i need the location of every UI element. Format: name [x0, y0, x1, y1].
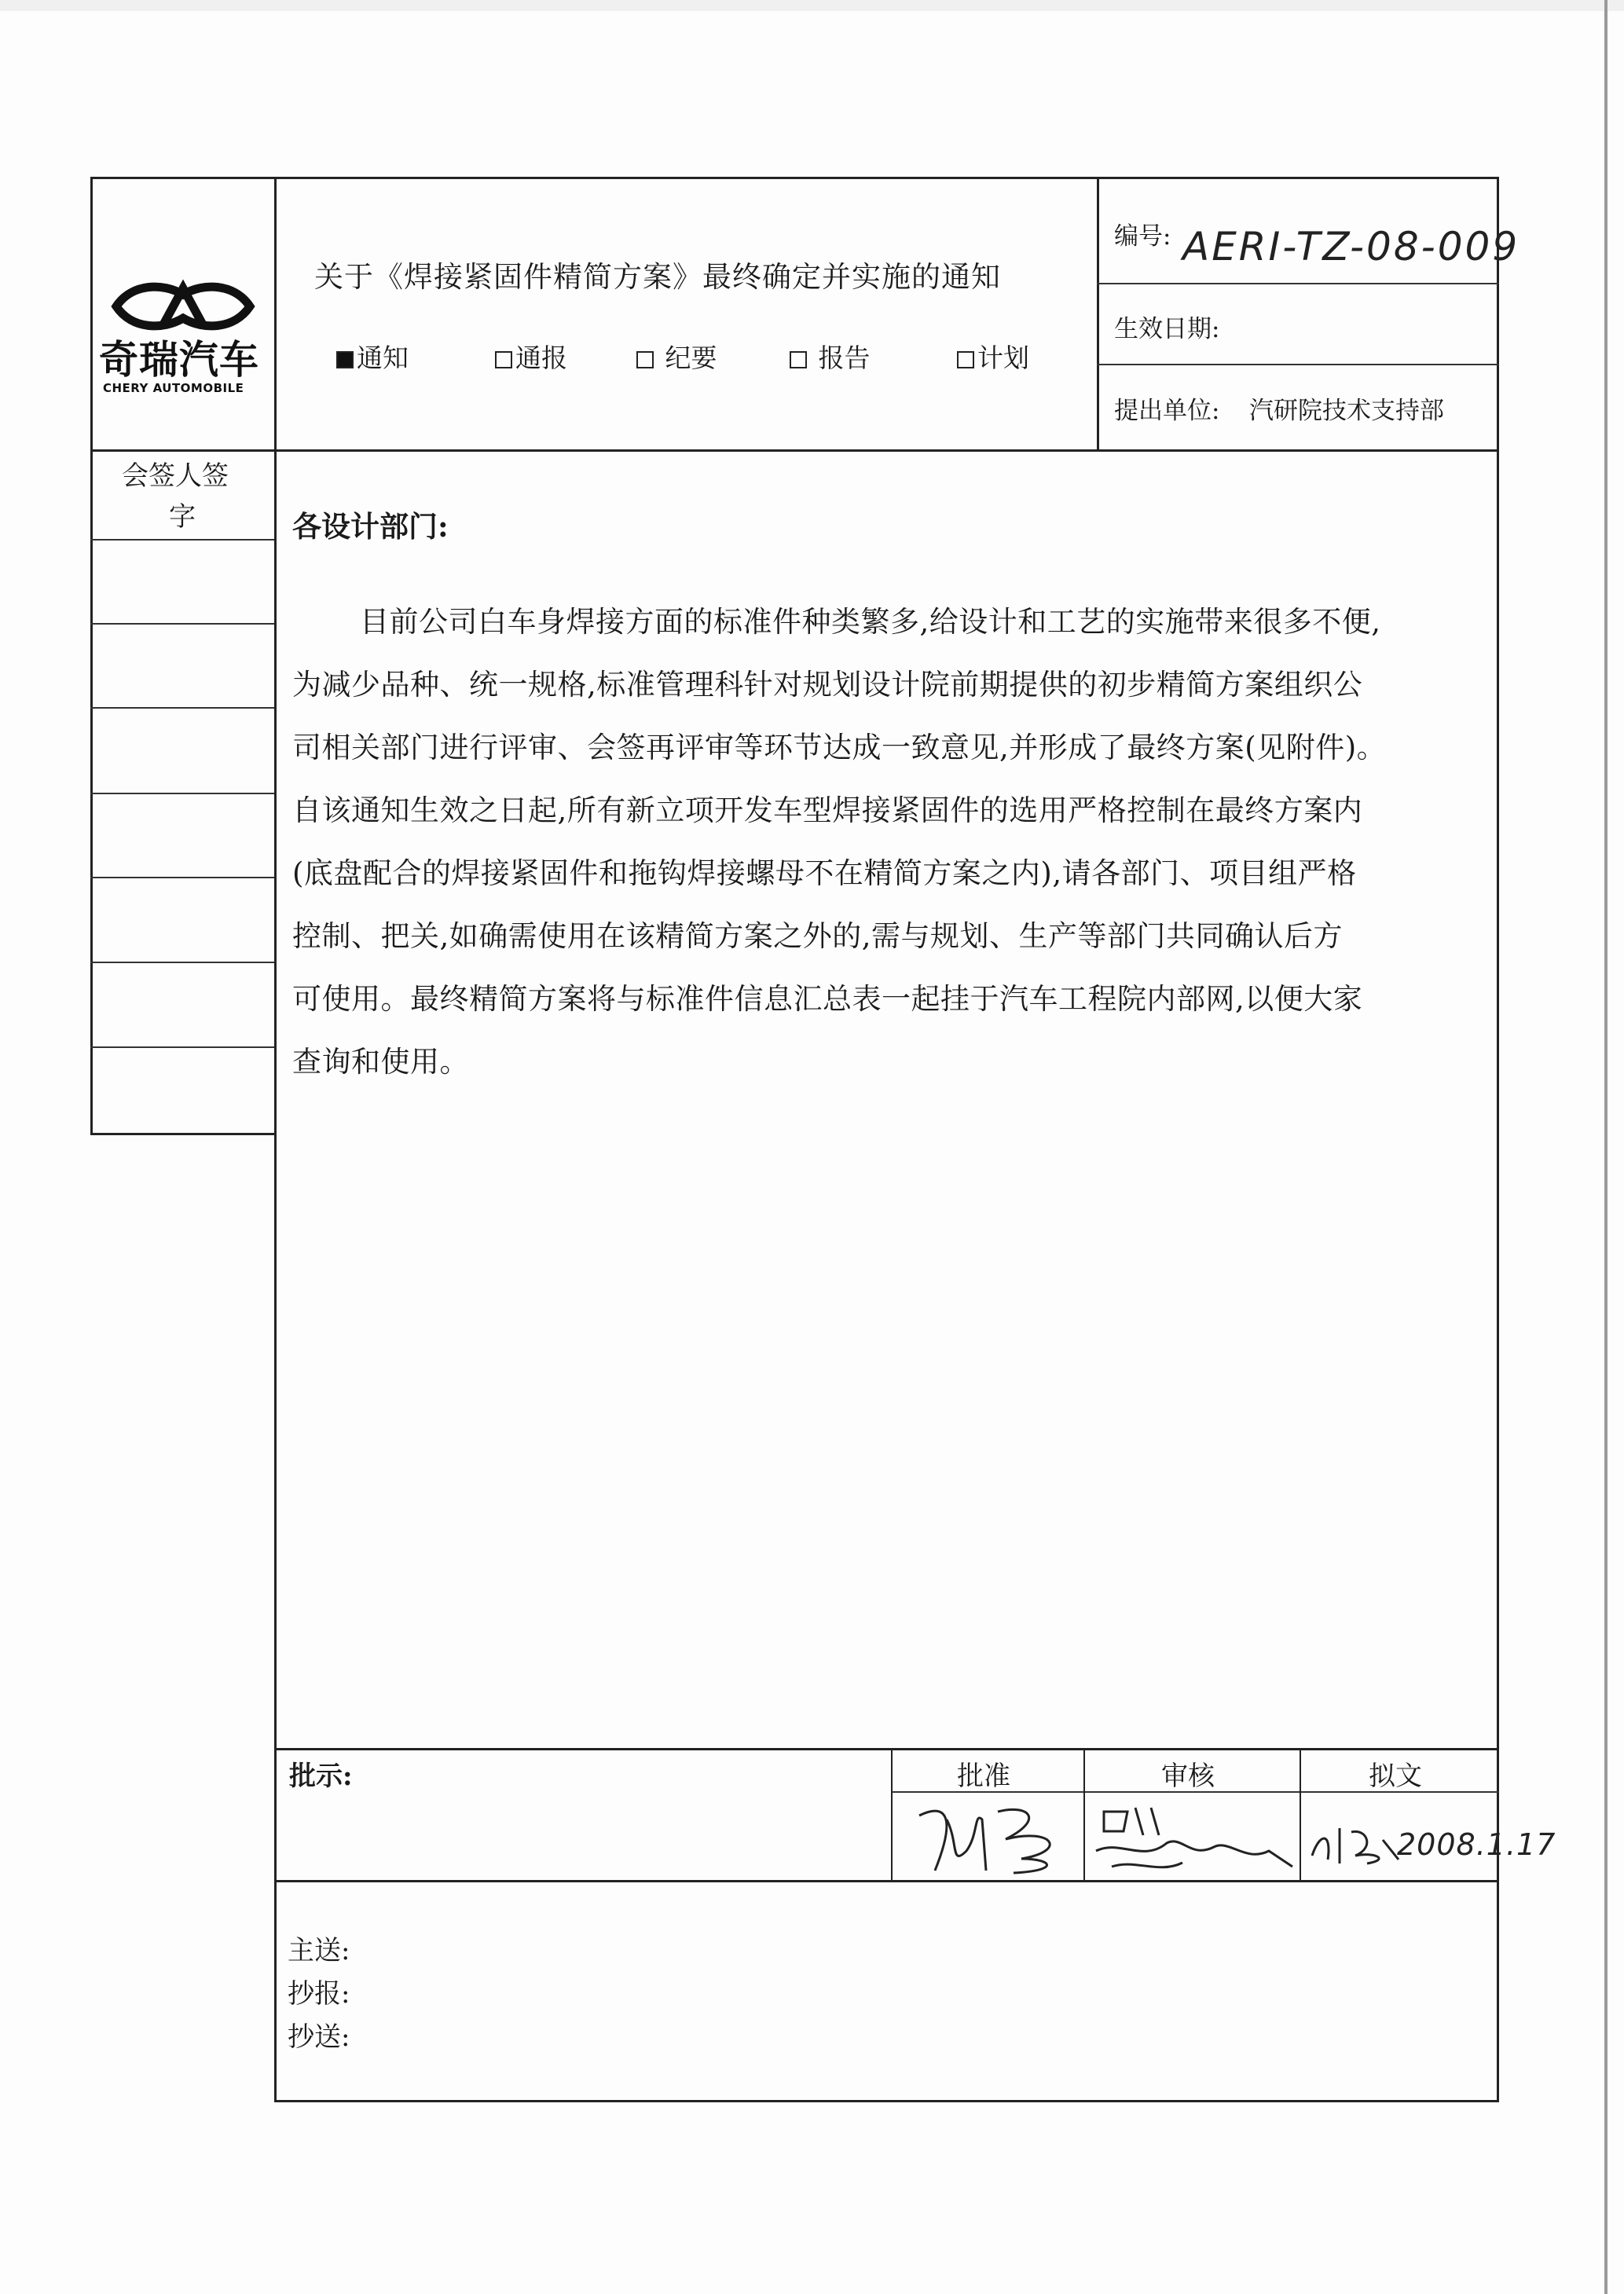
chery-logo-emblem [101, 279, 266, 334]
header-divider-meta [1097, 177, 1099, 452]
checkbox-icon [636, 351, 654, 368]
logo-brand-cn: 奇瑞汽车 [99, 337, 259, 383]
review-label: 审核 [1161, 1761, 1215, 1792]
dept-label: 提出单位: [1114, 397, 1220, 425]
body-left-border [274, 452, 277, 2102]
content-line: 自该通知生效之日起,所有新立项开发车型焊接紧固件的选用严格控制在最终方案内 [292, 793, 1363, 827]
dept-value: 汽研院技术支持部 [1249, 397, 1444, 425]
checkbox-icon [790, 351, 807, 368]
draft-label: 拟文 [1369, 1761, 1422, 1792]
remarks-label: 批示: [289, 1761, 353, 1792]
option-notice: 通知 [336, 338, 409, 375]
content-line: 为减少品种、统一规格,标准管理科针对规划设计院前期提供的初步精简方案组织公 [292, 668, 1363, 702]
countersign-label-line1: 会签人签 [122, 460, 229, 492]
number-value-handwritten: AERI-TZ-08-009 [1182, 224, 1520, 269]
content-line: 控制、把关,如确需使用在该精简方案之外的,需与规划、生产等部门共同确认后方 [292, 919, 1344, 953]
countersign-row-line [90, 539, 277, 541]
salutation: 各设计部门: [292, 509, 449, 544]
checkbox-checked-icon [336, 351, 354, 368]
notice-title: 关于《焊接紧固件精简方案》最终确定并实施的通知 [314, 260, 1001, 294]
scan-right-edge [1604, 0, 1608, 2294]
countersign-row-line [90, 1046, 277, 1048]
header-divider-logo [274, 177, 277, 452]
approver-signature [911, 1796, 1076, 1878]
cc-label: 抄送: [288, 2021, 350, 2053]
number-label: 编号: [1114, 222, 1171, 251]
approval-bottom-line [274, 1880, 1499, 1882]
reviewer-signature [1088, 1796, 1300, 1878]
content-line: 司相关部门进行评审、会签再评审等环节达成一致意见,并形成了最终方案(见附件)。 [292, 731, 1387, 764]
drafter-signature [1304, 1816, 1406, 1871]
content-line: 查询和使用。 [292, 1045, 469, 1079]
logo-brand-en: CHERY AUTOMOBILE [103, 381, 244, 395]
option-bulletin: 通报 [495, 338, 567, 375]
main-to-label: 主送: [288, 1935, 350, 1966]
body-bottom-border [274, 2100, 1499, 2102]
countersign-label-line2: 字 [169, 501, 196, 533]
content-line: 目前公司白车身焊接方面的标准件种类繁多,给设计和工艺的实施带来很多不便, [360, 605, 1381, 639]
meta-row-line-2 [1097, 364, 1499, 365]
content-line: 可使用。最终精简方案将与标准件信息汇总表一起挂于汽车工程院内部网,以便大家 [292, 982, 1363, 1016]
meta-row-line-1 [1097, 283, 1499, 284]
checkbox-icon [957, 351, 974, 368]
approve-label: 批准 [957, 1761, 1010, 1792]
countersign-row-line [90, 962, 277, 963]
countersign-row-line [90, 707, 277, 709]
option-minutes: 纪要 [636, 338, 717, 375]
approval-divider [1083, 1748, 1085, 1880]
scan-top-shadow [0, 0, 1624, 11]
effective-date-label: 生效日期: [1114, 315, 1220, 343]
countersign-row-line [90, 623, 277, 625]
checkbox-icon [495, 351, 512, 368]
countersign-row-line [90, 877, 277, 878]
option-report: 报告 [790, 338, 871, 375]
content-line: (底盘配合的焊接紧固件和拖钩焊接螺母不在精简方案之内),请各部门、项目组严格 [292, 856, 1357, 890]
content-paragraph [292, 591, 1386, 1094]
approval-top-line [274, 1748, 1499, 1750]
countersign-row-line [90, 793, 277, 794]
option-plan: 计划 [957, 338, 1029, 375]
draft-date-handwritten: 2008.1.17 [1397, 1827, 1556, 1862]
approval-divider [891, 1748, 893, 1880]
report-to-label: 抄报: [288, 1978, 350, 2010]
